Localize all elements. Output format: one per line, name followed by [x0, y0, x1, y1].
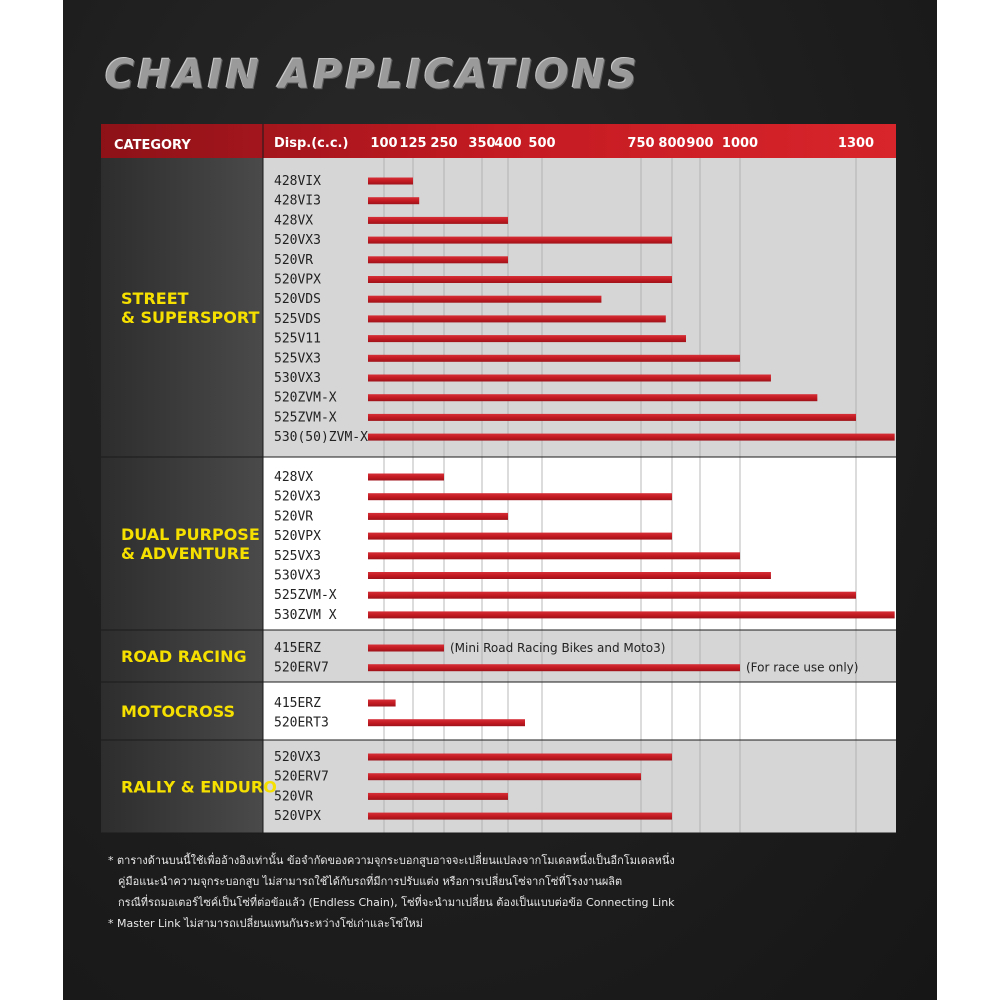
footnote-line: กรณีที่รถมอเตอร์ไซค์เป็นโซ่ที่ต่อข้อแล้ว (Endless Chain), โซ่ที่จะนำมาเปลี่ยน ต้องเป็นแบบต่อข้อ Connecting Link — [118, 896, 675, 909]
category-label: DUAL PURPOSE — [121, 525, 260, 544]
group-band — [263, 682, 896, 740]
category-label: MOTOCROSS — [121, 702, 236, 721]
header-disp: Disp.(c.c.) — [274, 136, 349, 151]
group-band — [263, 457, 896, 630]
range-bar — [368, 754, 672, 761]
row-model-label: 520VR — [274, 509, 314, 525]
row-model-label: 530ZVM X — [274, 607, 337, 623]
range-bar — [368, 645, 444, 652]
row-model-label: 525VDS — [274, 311, 321, 327]
range-bar — [368, 719, 525, 726]
row-model-label: 525VX3 — [274, 548, 321, 564]
row-model-label: 520VPX — [274, 809, 321, 825]
x-tick-label: 800 — [658, 136, 686, 151]
category-label: & SUPERSPORT — [121, 308, 260, 327]
range-bar — [368, 256, 508, 263]
row-model-label: 520VR — [274, 252, 314, 268]
row-model-label: 520VPX — [274, 529, 321, 545]
row-model-label: 520ZVM-X — [274, 390, 337, 406]
category-label: RALLY & ENDURO — [121, 777, 277, 797]
range-bar — [368, 552, 740, 559]
range-bar — [368, 197, 419, 204]
range-bar — [368, 592, 856, 599]
x-tick-label: 350 — [468, 136, 496, 151]
row-model-label: 520ERV7 — [274, 660, 329, 676]
range-bar — [368, 474, 444, 481]
range-bar — [368, 335, 686, 342]
category-label: & ADVENTURE — [121, 544, 251, 563]
range-bar — [368, 237, 672, 244]
row-model-label: 525VX3 — [274, 351, 321, 367]
range-bar — [368, 700, 396, 707]
range-bar — [368, 813, 672, 820]
footnote-line: * ตารางด้านบนนี้ใช้เพื่ออ้างอิงเท่านั้น ข้อจำกัดของความจุกระบอกสูบอาจจะเปลี่ยนแปลงจากโมเดลหนึ่งเป็นอีกโมเดลหนึ่ง — [108, 854, 675, 867]
row-model-label: 520VR — [274, 789, 314, 805]
x-tick-label: 900 — [686, 136, 714, 151]
row-model-label: 428VI3 — [274, 193, 321, 209]
row-model-label: 530(50)ZVM-X — [274, 430, 368, 446]
row-model-label: 530VX3 — [274, 568, 321, 584]
x-tick-label: 750 — [627, 136, 655, 151]
range-bar — [368, 664, 740, 671]
range-bar — [368, 355, 740, 362]
range-bar — [368, 434, 895, 441]
row-model-label: 520VX3 — [274, 489, 321, 505]
row-model-label: 428VIX — [274, 174, 321, 189]
x-tick-label: 100 — [370, 136, 398, 151]
range-bar — [368, 572, 771, 579]
range-bar — [368, 296, 601, 303]
x-tick-label: 1000 — [721, 136, 759, 151]
row-model-label: 525ZVM-X — [274, 588, 337, 604]
range-bar — [368, 315, 666, 322]
category-label: ROAD RACING — [121, 647, 247, 666]
group-band — [263, 158, 896, 457]
row-model-label: 525V11 — [274, 331, 321, 347]
range-bar — [368, 493, 672, 500]
range-bar — [368, 217, 508, 224]
row-model-label: 428VX — [274, 213, 314, 229]
x-tick-label: 125 — [399, 136, 427, 151]
page-title: CHAIN APPLICATIONS — [105, 52, 640, 98]
x-tick-label: 500 — [528, 136, 556, 151]
range-bar — [368, 375, 771, 382]
range-bar — [368, 414, 856, 421]
footnote-line: * Master Link ไม่สามารถเปลี่ยนแทนกันระหว่างโซ่เก่าและโซ่ใหม่ — [108, 917, 423, 930]
x-tick-label: 1300 — [837, 136, 875, 151]
x-tick-label: 400 — [494, 136, 522, 151]
row-model-label: 415ERZ — [274, 696, 321, 711]
category-label: STREET — [121, 289, 189, 308]
range-bar — [368, 178, 413, 185]
row-model-label: 520VPX — [274, 272, 321, 288]
row-model-label: 530VX3 — [274, 371, 321, 386]
range-bar — [368, 276, 672, 283]
range-bar — [368, 773, 641, 780]
row-model-label: 520VX3 — [274, 750, 321, 765]
row-model-label: 415ERZ — [274, 641, 321, 656]
row-model-label: 520ERT3 — [274, 715, 329, 731]
row-model-label: 520VDS — [274, 292, 321, 308]
footnote-line: คู่มือแนะนำความจุกระบอกสูบ ไม่สามารถใช้ได้กับรถที่มีการปรับแต่ง หรือการเปลี่ยนโซ่จากโซ่ที่โรงงานผลิต — [118, 875, 623, 888]
row-model-label: 520VX3 — [274, 233, 321, 249]
range-bar — [368, 394, 817, 401]
x-tick-label: 250 — [430, 136, 458, 151]
range-bar — [368, 513, 508, 520]
row-model-label: 428VX — [274, 470, 314, 485]
row-model-label: 520ERV7 — [274, 769, 329, 785]
range-bar — [368, 533, 672, 540]
range-bar — [368, 793, 508, 800]
range-bar — [368, 611, 895, 618]
row-note: (For race use only) — [746, 660, 859, 675]
row-note: (Mini Road Racing Bikes and Moto3) — [450, 641, 666, 655]
header-category: CATEGORY — [114, 138, 191, 153]
row-model-label: 525ZVM-X — [274, 410, 337, 426]
